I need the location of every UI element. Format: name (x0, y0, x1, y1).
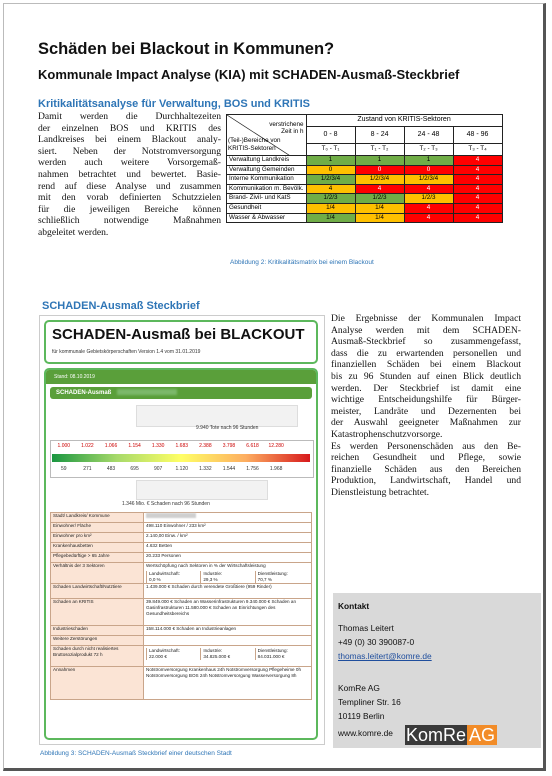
steckbrief-main (44, 368, 318, 740)
schaden-ausmass-label: SCHADEN-Ausmaß (56, 390, 112, 396)
paragraph-line: Analyse werden mit dem SCHADEN- (331, 324, 521, 336)
steckbrief-value-text: 498.110 Einwohner / 233 km² (146, 523, 206, 528)
matrix-cell: 1/4 (355, 213, 404, 223)
deaths-scale (52, 443, 288, 449)
deaths-arrow-box (136, 405, 298, 427)
steckbrief-value-text: 4.632 Betten (146, 543, 173, 548)
deaths-scale-value: 1.022 (81, 443, 94, 449)
matrix-cell: 1/4 (306, 203, 355, 213)
matrix-cell: 1 (306, 156, 355, 166)
matrix-cell: 4 (453, 165, 502, 175)
matrix-cell: 0 (355, 165, 404, 175)
paragraph-line: Damit werden die Durchhaltezeiten (38, 111, 221, 122)
kritis-header-title: Zustand von KRITIS-Sektoren (306, 115, 502, 127)
contact-heading: Kontakt (338, 601, 370, 611)
deaths-scale-value: 3.798 (222, 443, 236, 449)
matrix-cell: 1/2/3 (404, 194, 453, 204)
row-label: Gesundheit (227, 203, 307, 213)
intro-paragraph (38, 111, 221, 239)
steckbrief-value (144, 667, 312, 700)
column-subheader: T₀ - T₁ (306, 144, 355, 156)
sector-label: Landwirtschaft: (149, 571, 180, 576)
steckbrief-value-text: 158.114.000 € Schaden an Industrieanlagen (146, 626, 237, 631)
deaths-scale-value: 1.000 (57, 443, 71, 449)
row-label: Interne Kommunikation (227, 175, 307, 185)
column-header: 48 - 96 (453, 126, 502, 144)
steckbrief-row (51, 667, 312, 700)
row-label: Kommunikation m. Bevölk. (227, 184, 307, 194)
steckbrief-row (51, 533, 312, 543)
steckbrief-title-box (44, 320, 318, 364)
steckbrief-value (144, 636, 312, 646)
steckbrief-value-text: 1.439.000 € Schaden durch verendete Großtiere (959 Rinder) (146, 584, 272, 589)
damage-scale-value: 1.332 (199, 466, 212, 472)
paragraph-line: finanzielle Schäden aus den Bereichen (331, 463, 521, 475)
sector-label: Industrie: (203, 648, 223, 653)
deaths-scale-value: 12.280 (268, 443, 284, 449)
table-row (227, 203, 503, 213)
sector-value: 29,3 % (203, 577, 218, 582)
paragraph-line: Die Ergebnisse der Kommunalen Impact (331, 313, 521, 324)
deaths-scale-value: 1.154 (128, 443, 141, 449)
table-row (227, 184, 503, 194)
column-subheader: T₁ - T₂ (355, 144, 404, 156)
contact-company: KomRe AG (338, 683, 380, 693)
deaths-label: 9.940 Tote nach 96 Stunden (196, 425, 259, 431)
steckbrief-label: Krankenhausbetten (51, 543, 144, 553)
matrix-cell: 0 (306, 165, 355, 175)
matrix-cell: 0 (404, 165, 453, 175)
table-corner-cell (227, 115, 307, 156)
steckbrief-title: SCHADEN-Ausmaß bei BLACKOUT (52, 326, 305, 343)
paragraph-line: Landkreises bei einem Blackout analy- (38, 134, 221, 146)
row-label: Verwaltung Gemeinden (227, 165, 307, 175)
sector-values (146, 648, 309, 660)
steckbrief-label: Verhältnis der 3 Sektoren (51, 563, 144, 584)
steckbrief-value (144, 553, 312, 563)
damage-scale-value: 1.756 (246, 466, 259, 472)
steckbrief-label: Schaden Landwirtschaft/Nutztiere (51, 584, 144, 599)
sector-label: Dienstleistung: (257, 571, 288, 576)
section-heading-steckbrief: SCHADEN-Ausmaß Steckbrief (42, 300, 200, 312)
steckbrief-value (144, 584, 312, 599)
matrix-cell: 1/2/3/4 (355, 175, 404, 185)
column-header: 8 - 24 (355, 126, 404, 144)
deaths-scale-value: 1.066 (104, 443, 118, 449)
sector-value: 0,0 % (149, 577, 161, 582)
contact-street: Templiner Str. 16 (338, 697, 401, 707)
paragraph-line: finanziellen Schäden bei einem Blackout (331, 359, 521, 371)
section-heading-kritikalitaet: Kritikalitätsanalyse für Verwaltung, BOS und KRITIS (38, 98, 311, 110)
redacted-name (146, 513, 196, 518)
steckbrief-label: Einwohner pro km² (51, 533, 144, 543)
komre-logo (405, 725, 531, 745)
deaths-scale-value: 6.618 (246, 443, 259, 449)
matrix-cell: 1/2/3/4 (404, 175, 453, 185)
matrix-cell: 4 (453, 156, 502, 166)
matrix-cell: 4 (453, 175, 502, 185)
kritis-matrix (226, 114, 503, 223)
kritis-table (226, 114, 503, 223)
column-subheader: T₃ - T₄ (453, 144, 502, 156)
figure-caption-3: Abbildung 3: SCHADEN-Ausmaß Steckbrief einer deutschen Stadt (40, 750, 232, 757)
damage-scale (52, 466, 288, 472)
steckbrief-row (51, 626, 312, 636)
table-row (227, 165, 503, 175)
steckbrief-value (144, 513, 312, 523)
steckbrief-value (144, 646, 312, 667)
matrix-cell: 1 (355, 156, 404, 166)
label-time: verstrichene Zeit in h (269, 121, 304, 135)
paragraph-line: abgeleitet werden. (38, 226, 109, 238)
damage-scale-value: 907 (154, 466, 163, 472)
logo-left: KomRe (406, 725, 467, 745)
steckbrief-label: Schaden an KRITIS (51, 599, 144, 626)
paragraph-line: werden. Der Steckbrief ist damit eine (331, 382, 521, 394)
sector-values (146, 571, 309, 583)
steckbrief-row (51, 553, 312, 563)
table-row (227, 213, 503, 223)
deaths-scale-value: 1.330 (151, 443, 165, 449)
sector-value: 34.825.000 € (203, 654, 231, 659)
steckbrief-value-text: 39.849.000 € Schaden an Wasserinfrastrukturen 9.340.000 € Schaden an Gasinfrastrukturen 11.580.000 € Schaden an Einrichtungen des Gesundheitsbereichs (146, 599, 296, 616)
contact-name: Thomas Leitert (338, 623, 394, 633)
paragraph-line: der einzelnen BOS und KRITIS des (38, 122, 221, 134)
paragraph-line: bis zu 96 Stunden auf einen Blick deutlich (331, 370, 521, 382)
table-row (227, 194, 503, 204)
matrix-cell: 1/4 (355, 203, 404, 213)
paragraph-line: Es werden Personenschäden aus den Be- (331, 440, 521, 452)
steckbrief-row (51, 636, 312, 646)
sector-label: Industrie: (203, 571, 223, 576)
paragraph-line: nahmen betrachtet und bewertet. Basie- (38, 168, 221, 180)
steckbrief-label: Einwohner/ Fläche (51, 523, 144, 533)
sector-cell (146, 648, 200, 660)
paragraph-line: mit den vorab definierten Schutzzielen (38, 192, 221, 204)
document-page (3, 3, 546, 771)
sector-label: Landwirtschaft: (149, 648, 180, 653)
steckbrief-value-text: Notstromversorgung Krankenhaus 24h Notstromversorgung Pflegeheime 0h Notstromversorgung BOS 24h Notstromversorgung Wasserversorgung 8h (146, 667, 301, 678)
sector-value: 70,7 % (257, 577, 272, 582)
logo-right: AG (469, 725, 496, 745)
steckbrief-details (50, 512, 312, 700)
paragraph-line: Dienstleistung betrachtet. (331, 486, 430, 498)
steckbrief-value (144, 523, 312, 533)
row-label: Verwaltung Landkreis (227, 156, 307, 166)
matrix-cell: 4 (453, 184, 502, 194)
steckbrief-label: Stadt/ Landkreis/ Kommune (51, 513, 144, 523)
matrix-cell: 1/4 (306, 213, 355, 223)
matrix-cell: 4 (404, 203, 453, 213)
paragraph-line: dass die zu erwartenden personellen und (331, 347, 521, 359)
contact-phone: +49 (0) 30 390087-0 (338, 637, 415, 647)
matrix-cell: 4 (404, 213, 453, 223)
stand-date: Stand: 08.10.2019 (46, 370, 316, 384)
steckbrief-row (51, 523, 312, 533)
steckbrief-label: Schaden durch nicht realisiertes Bruttosozialprodukt 72 h (51, 646, 144, 667)
row-label: Brand- Zivil- und KatS (227, 194, 307, 204)
steckbrief-label: Weitere Zerstörungen (51, 636, 144, 646)
steckbrief-row (51, 646, 312, 667)
damage-scale-value: 59 (61, 466, 67, 472)
column-subheader: T₂ - T₃ (404, 144, 453, 156)
sector-cell (255, 648, 309, 660)
steckbrief-value-text: 20.233 Personen (146, 553, 181, 558)
paragraph-line: der Auswahl geeigneter Maßnahmen zur (331, 417, 521, 429)
steckbrief-row (51, 543, 312, 553)
damage-scale-value: 1.544 (222, 466, 236, 472)
damage-label: 1.346 Mio. € Schaden nach 96 Stunden (122, 501, 210, 507)
label-area: (Teil-)Bereiche von KRITIS-Sektoren (228, 137, 281, 152)
steckbrief-row (51, 599, 312, 626)
damage-scale-value: 1.120 (175, 466, 189, 472)
steckbrief-row (51, 513, 312, 523)
paragraph-line: siert. Neben der Notstromversorgung (38, 145, 221, 157)
deaths-scale-value: 2.388 (199, 443, 212, 449)
paragraph-line: rend auf diese Analyse und zusammen (38, 180, 221, 192)
table-row (227, 175, 503, 185)
figure-caption-2: Abbildung 2: Kritikalitätsmatrix bei einem Blackout (230, 259, 374, 266)
damage-scale-value: 1.968 (269, 466, 283, 472)
deaths-scale-value: 1.683 (175, 443, 189, 449)
contact-web-link[interactable]: www.komre.de (338, 728, 393, 738)
matrix-cell: 1/2/3 (355, 194, 404, 204)
steckbrief-row (51, 563, 312, 584)
column-header: 24 - 48 (404, 126, 453, 144)
steckbrief-value (144, 626, 312, 636)
paragraph-line: Katastrophenschutzvorsorge. (331, 428, 443, 440)
sector-cell (200, 648, 254, 660)
contact-box (333, 593, 541, 748)
sector-value: 22.000 € (149, 654, 167, 659)
schaden-ausmass-bar (50, 387, 312, 399)
steckbrief-label: Industrieschaden (51, 626, 144, 636)
paragraph-line: Produktion, Landwirtschaft, Handel und (331, 475, 521, 487)
damage-scale-value: 483 (106, 466, 116, 472)
steckbrief-label: Pflegebedürftige > 65 Jahre (51, 553, 144, 563)
sector-cell (146, 571, 200, 583)
paragraph-line: Ausmaß-Steckbrief so zusammengefasst, (331, 336, 521, 348)
sector-cell (255, 571, 309, 583)
paragraph-line: schließlich notwendige Maßnahmen (38, 215, 221, 227)
steckbrief-paragraph (331, 313, 521, 499)
steckbrief-value-text: 2.140,00 Einw. / km² (146, 533, 188, 538)
steckbrief-figure (39, 315, 325, 745)
matrix-cell: 4 (306, 184, 355, 194)
paragraph-line: werden auch weitere Vorsorgemaß- (38, 157, 221, 169)
contact-email-link[interactable]: thomas.leitert@komre.de (338, 651, 432, 661)
steckbrief-table (50, 512, 312, 700)
column-header: 0 - 8 (306, 126, 355, 144)
matrix-cell: 4 (355, 184, 404, 194)
steckbrief-value (144, 543, 312, 553)
steckbrief-value (144, 533, 312, 543)
steckbrief-row (51, 584, 312, 599)
steckbrief-label: Annahmen (51, 667, 144, 700)
steckbrief-value (144, 563, 312, 584)
paragraph-line: wichtige Entscheidungshilfe für Bürger- (331, 394, 521, 406)
sector-cell (200, 571, 254, 583)
matrix-cell: 4 (453, 203, 502, 213)
row-label: Wasser & Abwasser (227, 213, 307, 223)
page-title: Schäden bei Blackout in Kommunen? (38, 40, 335, 58)
damage-scale-value: 271 (83, 466, 92, 472)
damage-scale-value: 695 (130, 466, 139, 472)
page-subtitle: Kommunale Impact Analyse (KIA) mit SCHADEN-Ausmaß-Steckbrief (38, 67, 460, 82)
paragraph-line: für die jeweiligen Bereiche können (38, 203, 221, 215)
matrix-cell: 4 (453, 194, 502, 204)
matrix-cell: 1/2/3/4 (306, 175, 355, 185)
paragraph-line: reichen Gesundheit und Pflege, sowie (331, 452, 521, 464)
paragraph-line: meister, Landräte und Dezernenten bei (331, 405, 521, 417)
gradient-bar (52, 454, 310, 462)
matrix-cell: 1/2/3 (306, 194, 355, 204)
matrix-cell: 4 (404, 184, 453, 194)
matrix-cell: 1 (404, 156, 453, 166)
sector-label: Dienstleistung: (257, 648, 288, 653)
contact-city: 10119 Berlin (338, 711, 385, 721)
sector-value: 84.031.000 € (257, 654, 285, 659)
steckbrief-value (144, 599, 312, 626)
damage-arrow-box (136, 480, 268, 500)
table-row (227, 156, 503, 166)
redacted-name (117, 389, 177, 395)
matrix-cell: 4 (453, 213, 502, 223)
steckbrief-value-text: Wertschöpfung nach Sektoren in % der Wirtschaftsleistung (146, 563, 266, 568)
steckbrief-subtitle: für kommunale Gebietskörperschaften Version 1.4 vom 31.01.2019 (52, 349, 201, 355)
